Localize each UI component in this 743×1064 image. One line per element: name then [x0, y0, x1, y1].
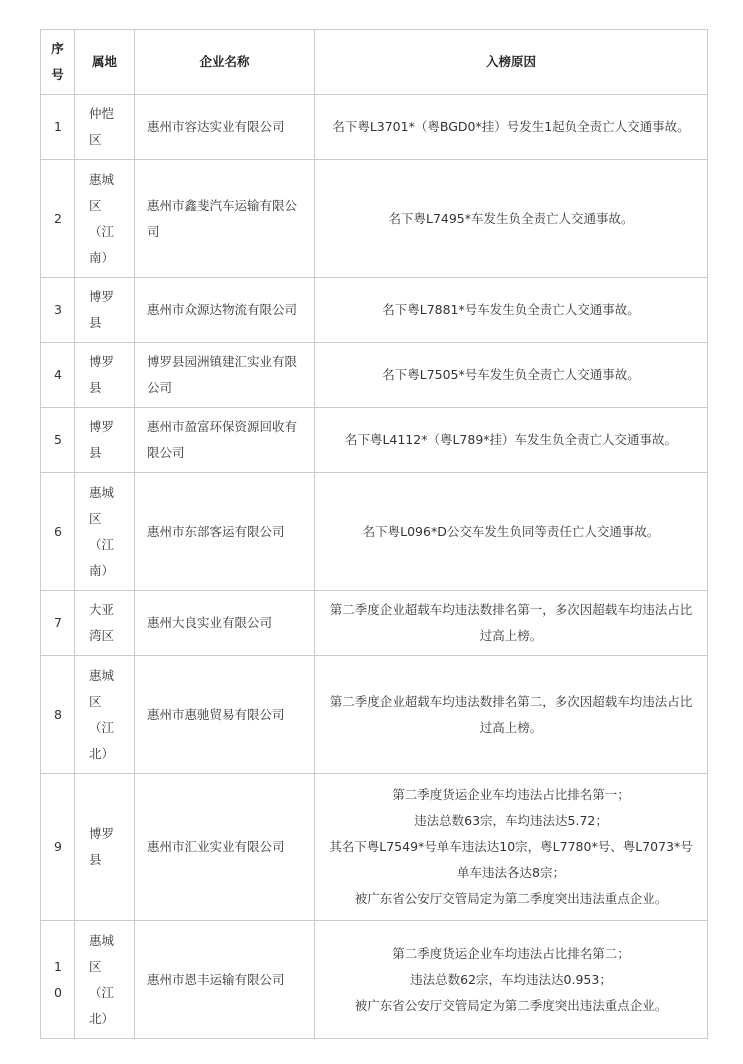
- reason-line: 第二季度企业超载车均违法数排名第二，多次因超载车均违法占比过高上榜。: [329, 693, 693, 735]
- reason-line: 名下粤L7495*车发生负全责亡人交通事故。: [388, 210, 634, 226]
- row-number: 5: [41, 408, 75, 473]
- row-region: 惠城区（江北）: [75, 921, 135, 1039]
- row-number: 3: [41, 278, 75, 343]
- row-company: 惠州市容达实业有限公司: [135, 95, 315, 160]
- row-company: 惠州市盈富环保资源回收有限公司: [135, 408, 315, 473]
- table-body: [41, 95, 708, 1039]
- row-reason: [315, 473, 708, 591]
- reason-line: 被广东省公安厅交管局定为第二季度突出违法重点企业。: [354, 891, 668, 906]
- reason-line: 名下粤L4112*（粤L789*挂）车发生负全责亡人交通事故。: [344, 432, 678, 447]
- reason-line: 其名下粤L7549*号单车违法达10宗，粤L7780*号、粤L7073*号单车违法各达8宗；: [329, 839, 693, 880]
- row-company: 惠州市惠驰贸易有限公司: [135, 656, 315, 774]
- row-region: 博罗县: [75, 774, 135, 921]
- row-region: 博罗县: [75, 278, 135, 343]
- row-reason: [315, 343, 708, 408]
- row-region: 博罗县: [75, 343, 135, 408]
- reason-line: 第二季度货运企业车均违法占比排名第二；: [392, 945, 630, 961]
- table-row: [41, 921, 708, 1039]
- row-reason: [315, 278, 708, 343]
- row-number: 2: [41, 160, 75, 278]
- table-row: [41, 473, 708, 591]
- table-row: [41, 408, 708, 473]
- row-number: 9: [41, 774, 75, 921]
- row-reason: [315, 591, 708, 656]
- row-company: 惠州市东部客运有限公司: [135, 473, 315, 591]
- table-row: [41, 591, 708, 656]
- table-row: [41, 656, 708, 774]
- row-company: 惠州市众源达物流有限公司: [135, 278, 315, 343]
- row-company: 惠州市恩丰运输有限公司: [135, 921, 315, 1039]
- row-company: 惠州市汇业实业有限公司: [135, 774, 315, 921]
- row-reason: [315, 656, 708, 774]
- reason-line: 第二季度货运企业车均违法占比排名第一；: [392, 787, 630, 802]
- reason-line: 名下粤L096*D公交车发生负同等责任亡人交通事故。: [362, 523, 660, 539]
- row-company: 博罗县园洲镇建汇实业有限公司: [135, 343, 315, 408]
- ranking-table: [40, 29, 708, 1039]
- row-region: 惠城区（江南）: [75, 160, 135, 278]
- row-reason: [315, 95, 708, 160]
- row-company: 惠州市鑫斐汽车运输有限公司: [135, 160, 315, 278]
- row-reason: [315, 160, 708, 278]
- row-number: 6: [41, 473, 75, 591]
- row-number: 10: [41, 921, 75, 1039]
- row-company: 惠州大良实业有限公司: [135, 591, 315, 656]
- reason-line: 被广东省公安厅交管局定为第二季度突出违法重点企业。: [354, 997, 668, 1013]
- row-reason: [315, 921, 708, 1039]
- table-row: [41, 343, 708, 408]
- table-row: [41, 278, 708, 343]
- reason-line: 第二季度企业超载车均违法数排名第一，多次因超载车均违法占比过高上榜。: [329, 602, 693, 643]
- table-row: [41, 160, 708, 278]
- reason-line: 违法总数63宗，车均违法达5.72；: [414, 813, 608, 828]
- header-row: [41, 30, 708, 95]
- row-region: 大亚湾区: [75, 591, 135, 656]
- header-region: 属地: [75, 30, 135, 95]
- row-reason: [315, 774, 708, 921]
- row-number: 7: [41, 591, 75, 656]
- row-reason: [315, 408, 708, 473]
- row-region: 仲恺区: [75, 95, 135, 160]
- reason-line: 名下粤L7881*号车发生负全责亡人交通事故。: [382, 302, 640, 317]
- reason-line: 违法总数62宗，车均违法达0.953；: [410, 971, 612, 987]
- header-reason: 入榜原因: [315, 30, 708, 95]
- row-number: 1: [41, 95, 75, 160]
- row-number: 4: [41, 343, 75, 408]
- header-company: 企业名称: [135, 30, 315, 95]
- table-row: [41, 95, 708, 160]
- header-no: 序号: [41, 30, 75, 95]
- row-region: 惠城区（江北）: [75, 656, 135, 774]
- reason-line: 名下粤L3701*（粤BGD0*挂）号发生1起负全责亡人交通事故。: [332, 119, 690, 134]
- table-row: [41, 774, 708, 921]
- row-region: 惠城区（江南）: [75, 473, 135, 591]
- row-region: 博罗县: [75, 408, 135, 473]
- reason-line: 名下粤L7505*号车发生负全责亡人交通事故。: [382, 367, 640, 382]
- row-number: 8: [41, 656, 75, 774]
